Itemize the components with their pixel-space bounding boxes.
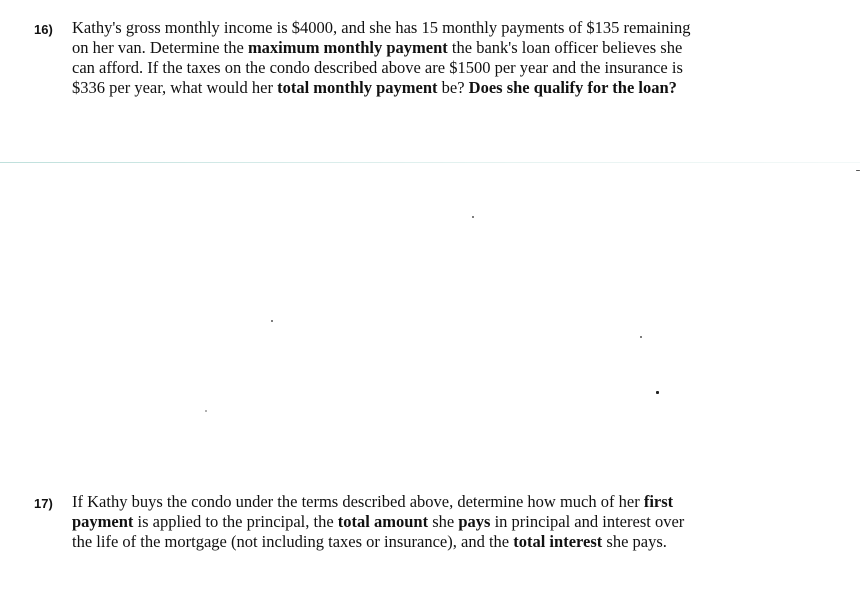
bold-phrase: total amount (337, 512, 429, 531)
bold-phrase: total monthly payment (277, 78, 438, 97)
problem-line: payment is applied to the principal, the total amount she pays in principal and interest over (72, 512, 685, 531)
problem-16 (34, 18, 834, 108)
scan-speck (271, 320, 273, 322)
problem-line: If Kathy buys the condo under the terms described above, determine how much of her first (72, 492, 674, 511)
bold-phrase: Does she qualify for the loan? (468, 78, 677, 97)
bold-phrase: payment (72, 512, 134, 531)
bold-phrase: maximum monthly payment (247, 38, 448, 57)
problem-line: the life of the mortgage (not including taxes or insurance), and the total interest she pays. (72, 532, 667, 551)
problem-line: on her van. Determine the maximum monthly payment the bank's loan officer believes she (72, 38, 683, 57)
problem-number: 16) (34, 22, 53, 37)
problem-text (72, 18, 690, 98)
scan-speck (856, 170, 860, 171)
bold-phrase: pays (458, 512, 491, 531)
scan-speck (640, 336, 642, 338)
scan-speck (472, 216, 474, 218)
problem-line: Kathy's gross monthly income is $4000, and she has 15 monthly payments of $135 remaining (72, 18, 691, 37)
scan-speck (656, 391, 659, 394)
bold-phrase: total interest (513, 532, 603, 551)
bold-phrase: first (643, 492, 674, 511)
horizontal-rule (0, 162, 860, 163)
problem-text (72, 492, 684, 552)
problem-number: 17) (34, 496, 53, 511)
problem-17 (34, 492, 834, 562)
scan-speck (205, 410, 207, 412)
problem-line: $336 per year, what would her total monthly payment be? Does she qualify for the loan? (72, 78, 677, 97)
problem-line: can afford. If the taxes on the condo described above are $1500 per year and the insurance is (72, 58, 683, 77)
